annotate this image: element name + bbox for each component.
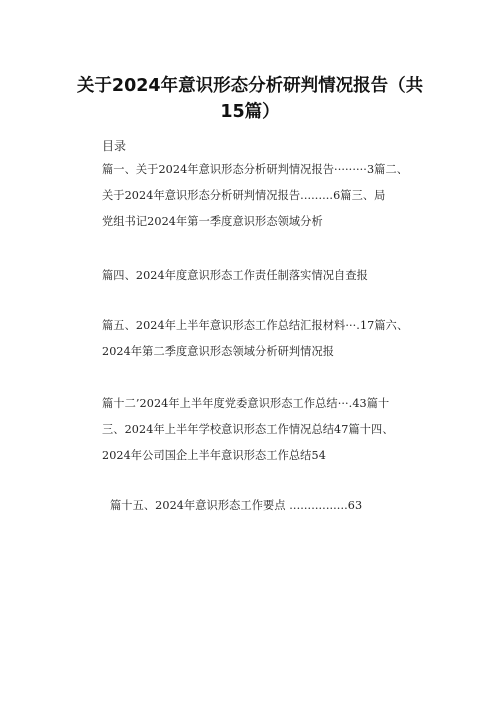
title-line-1: 关于2024年意识形态分析研判情况报告（共 [76,76,424,96]
toc-line: 三、2024年上半年学校意识形态工作情况总结47篇十四、 [102,423,394,436]
toc-entry-group [102,157,432,235]
toc-line: 篇五、2024年上半年意识形态工作总结汇报材料···.17篇六、 [102,319,409,332]
toc-entry-group [102,313,432,365]
toc-line: 篇四、2024年度意识形态工作责任制落实情况自查报 [102,269,368,282]
toc-line: 关于2024年意识形态分析研判情况报告.........6篇三、局 [102,189,386,202]
toc-line: 2024年公司国企上半年意识形态工作总结54 [102,449,326,462]
toc-line: 2024年第二季度意识形态领域分析研判情况报 [102,345,335,358]
title-line-2: 15篇） [220,102,280,122]
toc-line: 党组书记2024年第一季度意识形态领域分析 [102,215,323,228]
toc-entry-group [102,263,432,289]
toc-line: 篇一、关于2024年意识形态分析研判情况报告·········3篇二、 [102,163,409,176]
document-title [60,73,440,125]
toc-heading: 目录 [102,139,127,153]
toc-entry-group [110,493,440,519]
toc-line: 篇十五、2024年意识形态工作要点 ................63 [110,499,363,512]
toc-line: 篇十二’2024年上半年度党委意识形态工作总结···.43篇十 [102,397,390,410]
toc-entry-group [102,391,432,469]
